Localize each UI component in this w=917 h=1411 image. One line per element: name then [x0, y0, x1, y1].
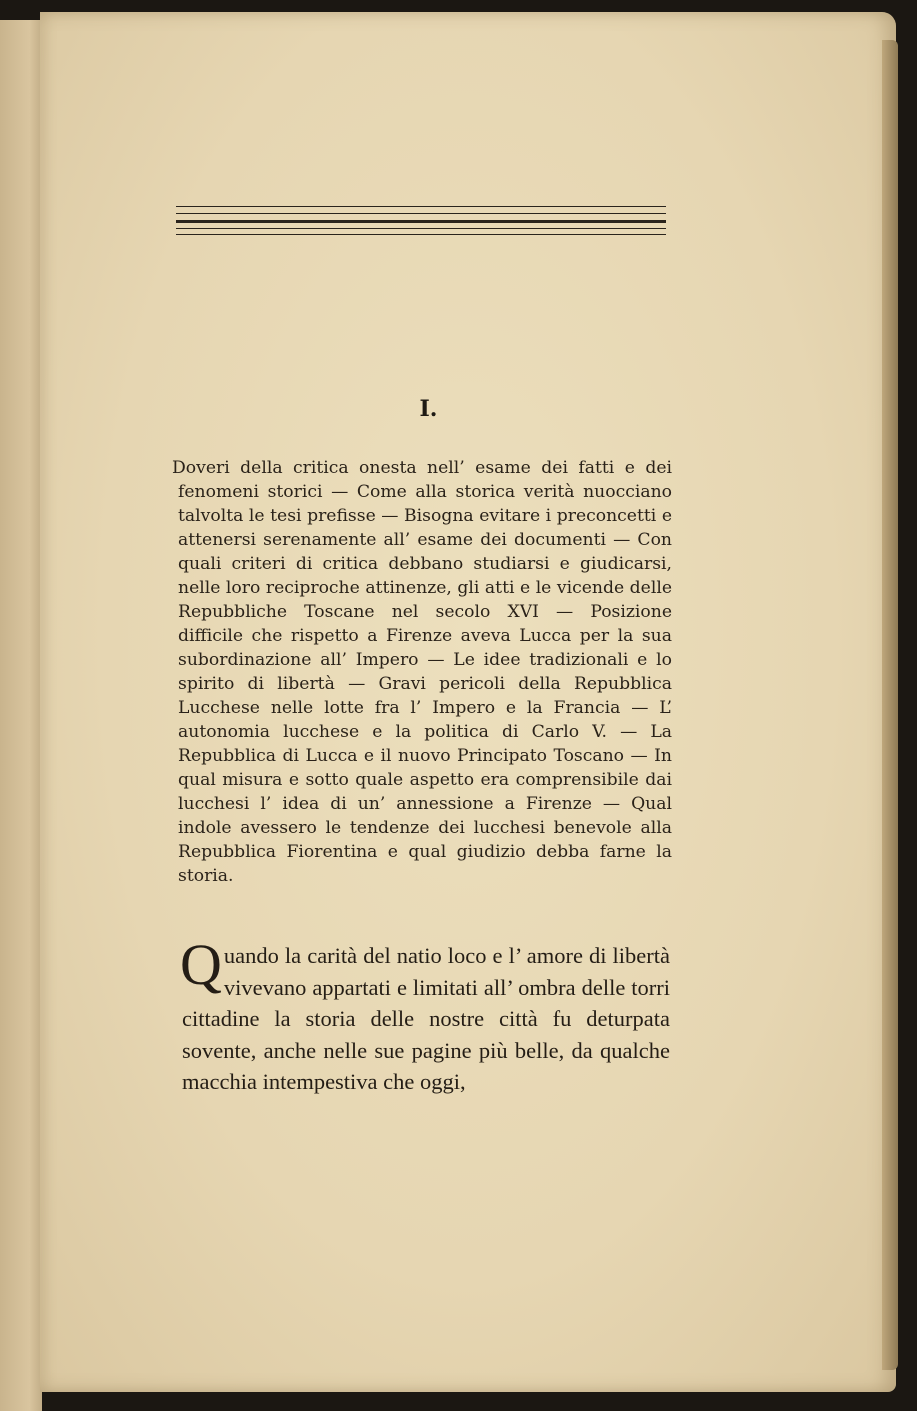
- chapter-number: I.: [419, 396, 438, 422]
- ornament-rule-thick: [176, 220, 666, 223]
- ornament-rule: [176, 213, 666, 214]
- header-ornament-rules: [176, 206, 666, 238]
- page-stack-edge: [882, 40, 898, 1370]
- body-text: uando la carità del natio loco e l’ amore di libertà vivevano appartati e limitati all’ ombra delle torri cittadine la storia delle nostre città fu deturpata sovente, anche nelle sue pagine più belle, da qualche macchia intempestiva che oggi,: [182, 943, 670, 1094]
- body-paragraph: [180, 932, 670, 1098]
- ornament-rule: [176, 206, 666, 207]
- drop-cap: Q: [180, 932, 222, 997]
- previous-page-edge: [0, 20, 42, 1411]
- ornament-rule: [176, 228, 666, 229]
- ornament-rule: [176, 234, 666, 235]
- chapter-summary: Doveri della critica onesta nell’ esame dei fatti e dei fenomeni storici — Come alla storica verità nuocciano talvolta le tesi prefisse — Bisogna evitare i preconcetti e attenersi serenamente all’ esame dei documenti — Con quali criteri di critica debbano studiarsi e giudicarsi, nelle loro reciproche attinenze, gli atti e le vicende delle Repubbliche Toscane nel secolo XVI — Posizione difficile che rispetto a Firenze aveva Lucca per la sua subordinazione all’ Impero — Le idee tradizionali e lo spirito di libertà — Gravi pericoli della Repubblica Lucchese nelle lotte fra l’ Impero e la Francia — L’ autonomia lucchese e la politica di Carlo V. — La Repubblica di Lucca e il nuovo Principato Toscano — In qual misura e sotto quale aspetto era comprensibile dai lucchesi l’ idea di un’ annessione a Firenze — Qual indole avessero le tendenze dei lucchesi benevole alla Repubblica Fiorentina e qual giudizio debba farne la storia.: [172, 458, 672, 886]
